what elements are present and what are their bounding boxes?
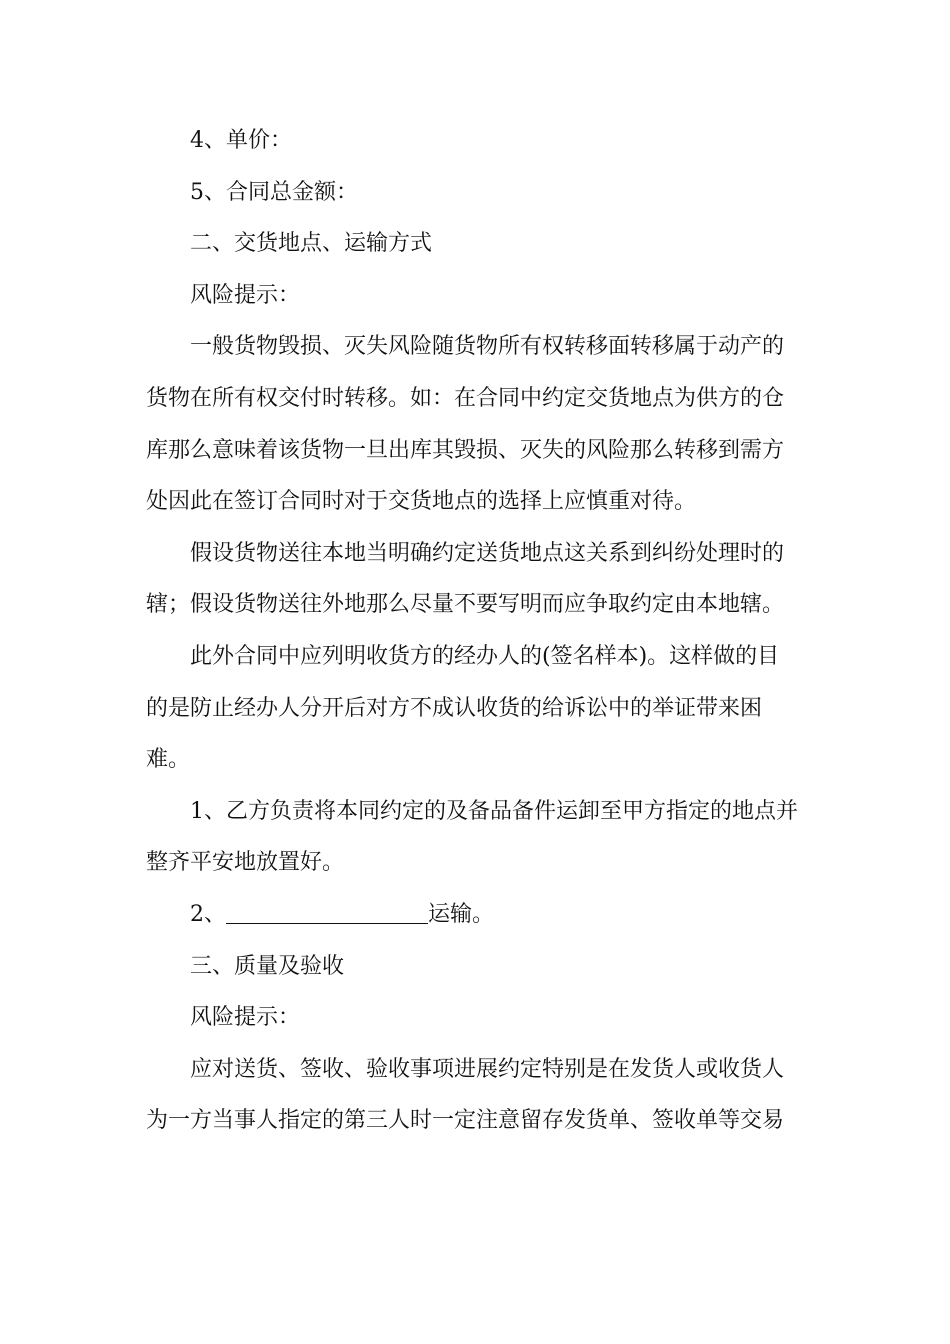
risk-notice-label: 风险提示：	[190, 1005, 301, 1031]
fill-in-blank	[226, 899, 428, 924]
clause-line: 1、乙方负责将本同约定的及备品备件运卸至甲方指定的地点并	[190, 798, 798, 824]
item-total-amount: 5、合同总金额：	[190, 179, 358, 205]
paragraph-line: 货物在所有权交付时转移。如：在合同中约定交货地点为供方的仓	[146, 385, 785, 411]
paragraph-line: 假设货物送往本地当明确约定送货地点这关系到纠纷处理时的	[190, 540, 785, 566]
document-body	[146, 115, 808, 1147]
item-unit-price: 4、单价：	[190, 128, 292, 153]
paragraph-line: 的是防止经办人分开后对方不成认收货的给诉讼中的举证带来困	[146, 695, 763, 721]
paragraph-line: 为一方当事人指定的第三人时一定注意留存发货单、签收单等交易	[146, 1108, 785, 1134]
paragraph-line: 一般货物毁损、灭失风险随货物所有权转移面转移属于动产的	[190, 334, 785, 360]
paragraph-line: 处因此在签订合同时对于交货地点的选择上应慎重对待。	[146, 489, 697, 515]
clause-number: 2、	[190, 901, 226, 927]
clause-line: 整齐平安地放置好。	[146, 850, 345, 876]
clause-transport	[146, 889, 808, 941]
paragraph-line: 难。	[146, 747, 191, 773]
paragraph-line: 应对送货、签收、验收事项进展约定特别是在发货人或收货人	[190, 1056, 785, 1082]
clause-suffix: 运输。	[428, 901, 495, 927]
risk-notice-label: 风险提示：	[190, 282, 301, 308]
section-heading-delivery: 二、交货地点、运输方式	[190, 231, 433, 257]
section-heading-quality: 三、质量及验收	[190, 953, 345, 979]
paragraph-line: 此外合同中应列明收货方的经办人的(签名样本)。这样做的目	[190, 643, 780, 669]
paragraph-line: 辖；假设货物送往外地那么尽量不要写明而应争取约定由本地辖。	[146, 592, 785, 618]
paragraph-line: 库那么意味着该货物一旦出库其毁损、灭失的风险那么转移到需方	[146, 437, 785, 463]
